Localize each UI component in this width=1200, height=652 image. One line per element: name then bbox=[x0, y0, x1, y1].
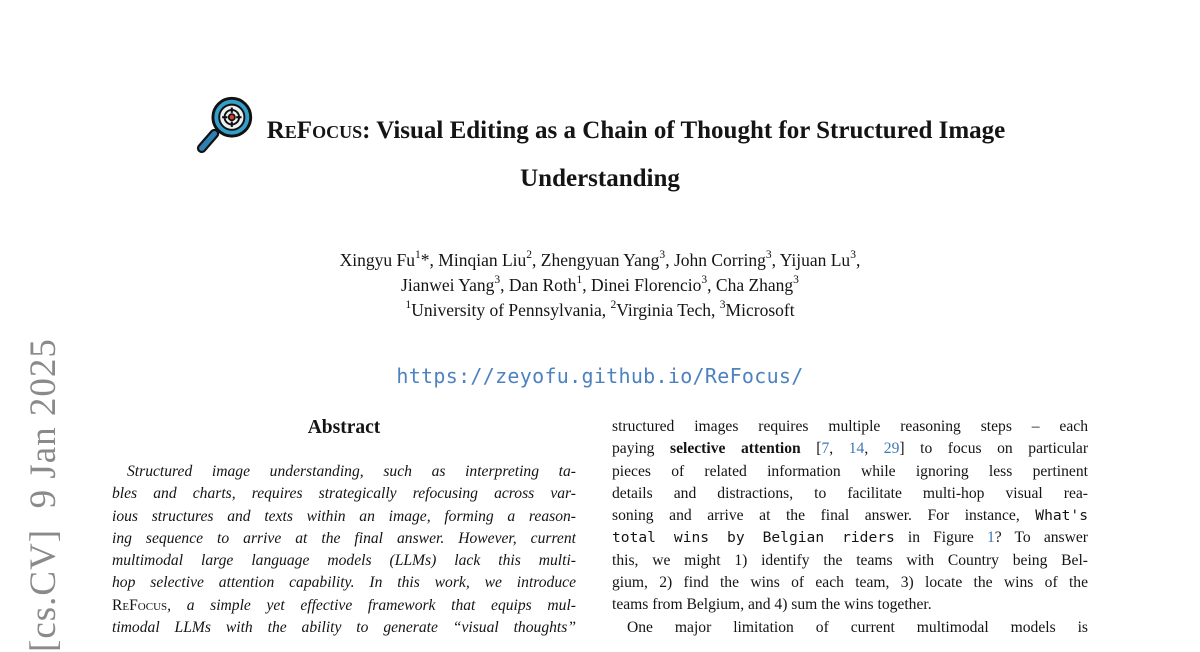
text-segment: 3 bbox=[494, 274, 501, 287]
text-segment: , Dinei Florencio bbox=[582, 275, 702, 295]
text-segment: 3 bbox=[659, 249, 666, 262]
text-segment: structured images requires multiple reasoning steps – each bbox=[612, 418, 1088, 435]
magnifier-target-icon bbox=[195, 93, 257, 155]
text-line bbox=[612, 461, 1088, 483]
project-url-row bbox=[112, 364, 1088, 388]
text-segment: ] to focus on particular bbox=[899, 440, 1088, 458]
text-segment: 3 bbox=[765, 249, 772, 262]
text-segment: 1 bbox=[576, 274, 583, 287]
text-line bbox=[612, 505, 1088, 527]
text-line bbox=[612, 527, 1088, 549]
text-segment: Virginia Tech, bbox=[616, 300, 720, 320]
text-segment: 3 bbox=[701, 274, 708, 287]
text-segment: soning and arrive at the final answer. For instance, bbox=[612, 507, 1036, 525]
text-segment: timodal LLMs with the ability to generate “visual thoughts” bbox=[112, 619, 576, 637]
text-line bbox=[612, 416, 1088, 438]
text-segment: this, we might 1) identify the teams with Country being Bel- bbox=[612, 551, 1088, 569]
citation-link[interactable]: 14 bbox=[848, 440, 865, 458]
abstract-section bbox=[112, 414, 576, 639]
project-url-link[interactable]: https://zeyofu.github.io/ReFocus/ bbox=[396, 364, 804, 388]
title-line1-rest: : Visual Editing as a Chain of Thought for Structured Image bbox=[362, 117, 1006, 144]
text-segment: , Zhengyuan Yang bbox=[532, 250, 660, 270]
text-line bbox=[612, 617, 1088, 639]
paper-header bbox=[112, 0, 1088, 388]
text-segment: , Cha Zhang bbox=[707, 275, 794, 295]
abstract-body bbox=[112, 461, 576, 639]
text-segment: paying bbox=[612, 440, 670, 458]
text-line bbox=[112, 248, 1088, 273]
text-segment: pieces of related information while ignoring less pertinent bbox=[612, 462, 1088, 480]
text-line bbox=[112, 572, 576, 594]
text-line bbox=[112, 595, 576, 617]
text-segment: multimodal large language models (LLMs) lack this multi- bbox=[112, 552, 576, 570]
text-segment: 3 bbox=[850, 249, 856, 262]
citation-link[interactable]: 29 bbox=[883, 440, 900, 458]
text-line bbox=[112, 461, 576, 483]
text-segment: One major limitation of current multimodal models is bbox=[627, 618, 1088, 636]
text-segment: 1 bbox=[405, 299, 412, 312]
intro-section bbox=[612, 416, 1088, 639]
abstract-heading: Abstract bbox=[307, 417, 381, 438]
text-segment: [ bbox=[800, 440, 822, 458]
inline-code-text: What's bbox=[1035, 507, 1088, 525]
text-line bbox=[112, 506, 576, 528]
text-segment: , Dan Roth bbox=[500, 275, 577, 295]
text-segment: ing sequence to arrive at the final answer. However, current bbox=[112, 529, 576, 547]
text-line bbox=[112, 298, 1088, 323]
text-segment: ious structures and texts within an image, forming a reason- bbox=[112, 507, 576, 525]
text-segment: 2 bbox=[610, 299, 617, 312]
citation-link[interactable]: 1 bbox=[986, 529, 995, 547]
text-segment: , bbox=[864, 440, 884, 458]
text-line bbox=[612, 438, 1088, 460]
text-line bbox=[612, 483, 1088, 505]
text-line bbox=[612, 572, 1088, 594]
text-segment: details and distractions, to facilitate multi-hop visual rea- bbox=[612, 484, 1088, 502]
text-segment: selective attention bbox=[670, 440, 801, 458]
text-line bbox=[112, 550, 576, 572]
text-line bbox=[612, 550, 1088, 572]
text-segment: Jianwei Yang bbox=[401, 275, 495, 295]
text-line bbox=[112, 528, 576, 550]
title-text-line2: Understanding bbox=[520, 165, 680, 192]
text-segment: ReFocus bbox=[112, 596, 168, 614]
text-line bbox=[112, 273, 1088, 298]
text-segment: gium, 2) find the wins of each team, 3) locate the wins of the bbox=[612, 574, 1088, 592]
title-text-line1 bbox=[267, 114, 1006, 148]
text-segment: , bbox=[855, 250, 861, 270]
text-segment: Xingyu Fu bbox=[339, 250, 415, 270]
author-block bbox=[112, 248, 1088, 323]
text-segment: 3 bbox=[793, 274, 799, 287]
text-segment: hop selective attention capability. In this work, we introduce bbox=[112, 574, 576, 592]
text-segment: ? To answer bbox=[994, 529, 1088, 547]
citation-link[interactable]: 7 bbox=[821, 440, 830, 458]
text-segment: *, Minqian Liu bbox=[420, 250, 527, 270]
text-segment: , John Corring bbox=[665, 250, 766, 270]
text-segment: , Yijuan Lu bbox=[771, 250, 851, 270]
text-segment: in Figure bbox=[894, 529, 987, 547]
text-segment: , bbox=[829, 440, 849, 458]
text-segment: bles and charts, requires strategically refocusing across var- bbox=[112, 485, 576, 503]
text-segment: Structured image understanding, such as interpreting ta- bbox=[127, 463, 576, 480]
text-line bbox=[112, 483, 576, 505]
text-segment: teams from Belgium, and 4) sum the wins together. bbox=[612, 596, 932, 614]
text-segment: 3 bbox=[719, 299, 726, 312]
paper-title bbox=[112, 100, 1088, 162]
text-segment: 2 bbox=[526, 249, 533, 262]
text-segment: University of Pennsylvania, bbox=[411, 300, 611, 320]
text-segment: , a simple yet effective framework that equips mul- bbox=[167, 596, 576, 614]
text-line bbox=[112, 617, 576, 639]
text-line bbox=[612, 594, 1088, 616]
arxiv-watermark: [cs.CV] 9 Jan 2025 bbox=[23, 338, 64, 652]
text-segment: 1 bbox=[415, 249, 421, 262]
title-refocus-word: ReFocus bbox=[266, 117, 363, 144]
text-segment: Microsoft bbox=[725, 300, 795, 320]
inline-code-text: total wins by Belgian riders bbox=[612, 529, 895, 547]
